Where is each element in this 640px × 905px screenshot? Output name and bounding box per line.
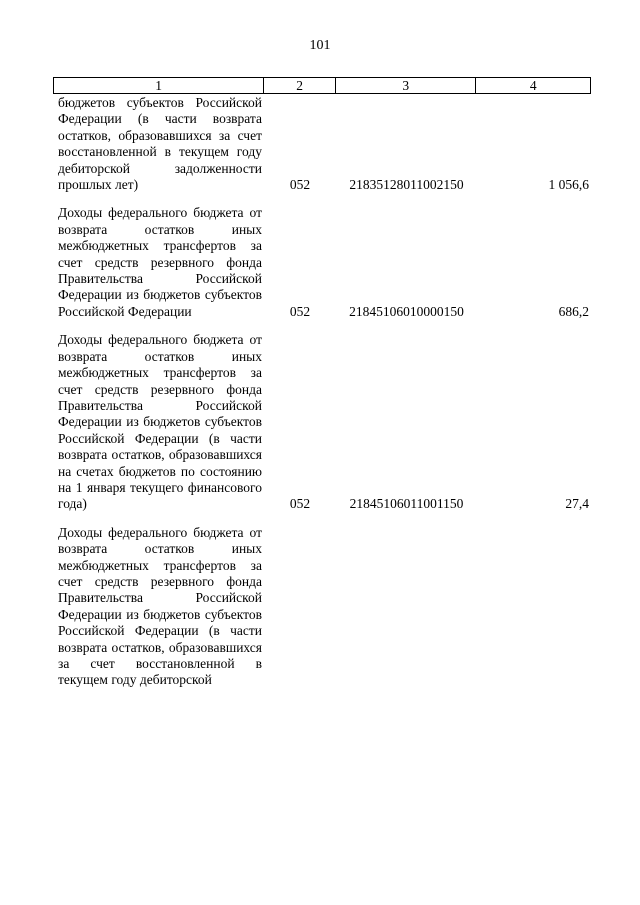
row-description: Доходы федерального бюджета от возврата остатков иных межбюджетных трансфертов за счет средств резервного фонда Правительства Российской Федерации из бюджетов субъектов Российской Федерации (в части возврата остатков, образовавшихся на счетах бюджетов по состоянию на 1 января текущего финансового года) — [58, 332, 262, 512]
row-amount: 1 056,6 — [548, 177, 589, 193]
table-row — [53, 332, 591, 512]
row-amount: 27,4 — [565, 496, 589, 512]
row-kbk: 21845106011001150 — [349, 496, 464, 512]
row-admin-code: 052 — [289, 496, 311, 512]
table-row — [53, 205, 591, 320]
row-admin-code: 052 — [289, 177, 311, 193]
table-row — [53, 525, 591, 689]
page-number: 101 — [309, 38, 331, 53]
row-description: бюджетов субъектов Российской Федерации (в части возврата остатков, образовавшихся за счет восстановленной в текущем году дебиторской задолженности прошлых лет) — [58, 95, 262, 193]
row-description: Доходы федерального бюджета от возврата остатков иных межбюджетных трансфертов за счет средств резервного фонда Правительства Российской Федерации из бюджетов субъектов Российской Федерации (в части возврата остатков, образовавшихся за счет восстановленной в текущем году дебиторской — [58, 524, 262, 688]
row-amount: 686,2 — [558, 303, 589, 319]
table-row — [53, 95, 591, 193]
header-col-2: 2 — [264, 78, 336, 93]
table-body — [53, 95, 591, 701]
header-col-4: 4 — [529, 78, 537, 93]
header-col-1: 1 — [54, 78, 264, 93]
row-kbk: 21845106010000150 — [349, 303, 464, 319]
row-kbk: 21835128011002150 — [349, 177, 464, 193]
row-description: Доходы федерального бюджета от возврата остатков иных межбюджетных трансфертов за счет средств резервного фонда Правительства Российской Федерации из бюджетов субъектов Российской Федерации — [58, 205, 262, 319]
header-col-3: 3 — [336, 78, 476, 93]
table-header — [53, 77, 591, 94]
row-admin-code: 052 — [289, 303, 311, 319]
